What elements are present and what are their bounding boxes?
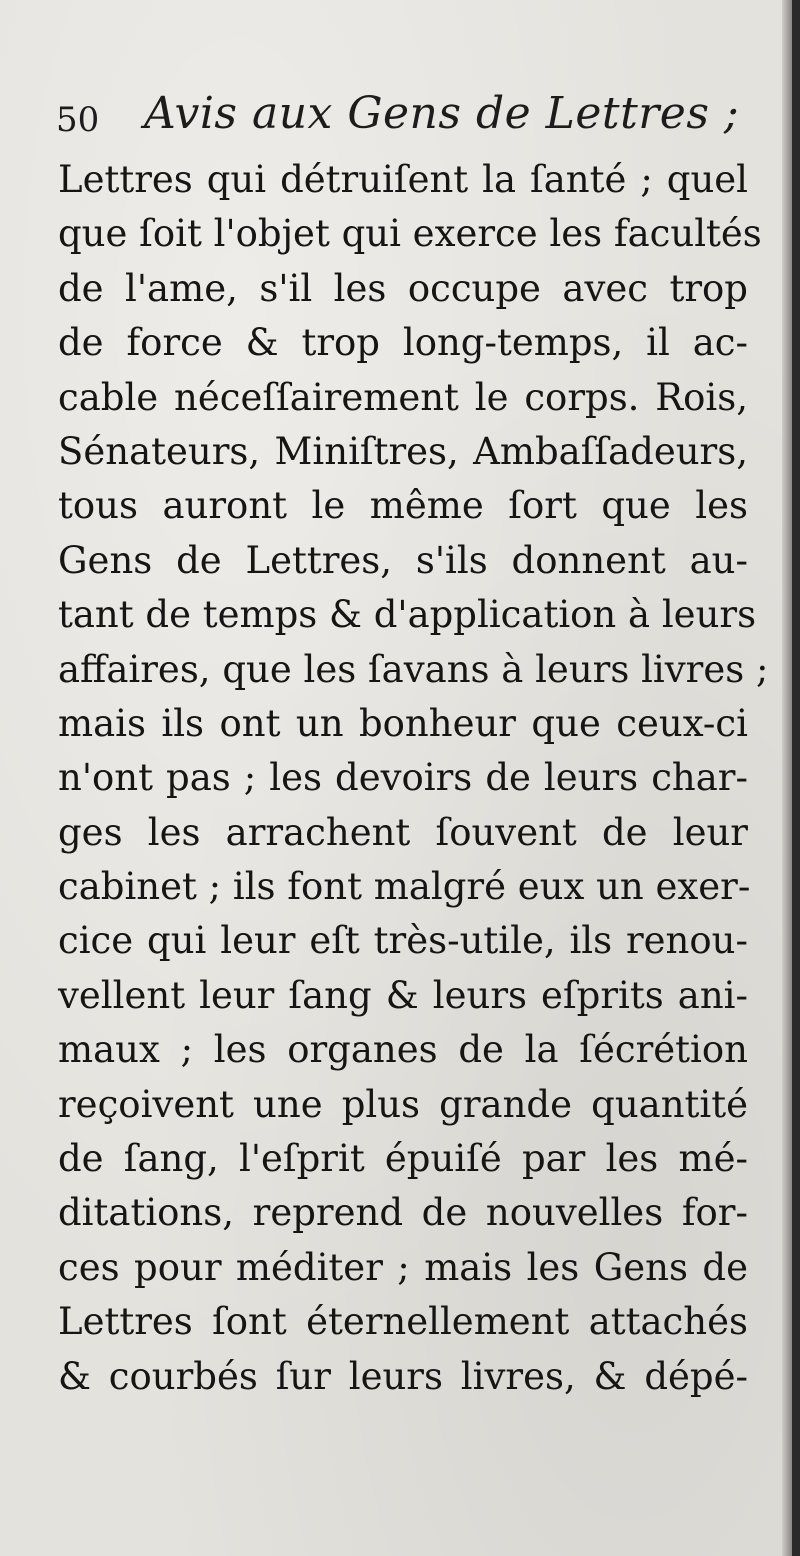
text-line: & courbés ſur leurs livres, & dépé- xyxy=(58,1354,748,1398)
text-line: tant de temps & d'application à leurs xyxy=(58,593,757,637)
text-line: Lettres qui détruiſent la ſanté ; quel xyxy=(58,158,748,201)
text-line: Lettres ſont éternellement attachés xyxy=(58,1300,748,1344)
text-line: maux ; les organes de la ſécrétion xyxy=(58,1028,748,1072)
text-line: de force & trop long-temps, il ac- xyxy=(58,321,748,365)
text-line: vellent leur ſang & leurs eſprits ani- xyxy=(58,973,748,1017)
text-line: cabinet ; ils font malgré eux un exer- xyxy=(58,865,751,909)
body-text xyxy=(58,153,769,1404)
text-line: de ſang, l'eſprit épuiſé par les mé- xyxy=(58,1137,748,1181)
text-line: mais ils ont un bonheur que ceux-ci xyxy=(58,701,748,745)
text-line: ditations, reprend de nouvelles for- xyxy=(58,1191,748,1235)
text-line: Sénateurs, Miniſtres, Ambaſſadeurs, xyxy=(58,429,748,473)
text-line: cice qui leur eſt très-utile, ils renou- xyxy=(58,919,748,963)
page-number: 50 xyxy=(56,100,100,140)
text-line: Gens de Lettres, s'ils donnent au- xyxy=(58,538,748,582)
text-line: reçoivent une plus grande quantité xyxy=(58,1082,748,1126)
text-line: tous auront le même ſort que les xyxy=(58,484,748,528)
text-line: de l'ame, s'il les occupe avec trop xyxy=(58,266,748,310)
text-line: ges les arrachent ſouvent de leur xyxy=(58,810,748,854)
running-head: Avis aux Gens de Lettres ; xyxy=(144,88,740,139)
text-line: affaires, que les ſavans à leurs livres ; xyxy=(58,647,769,691)
page-edge-shadow xyxy=(782,0,792,1556)
text-line: que ſoit l'objet qui exerce les facultés xyxy=(58,212,762,256)
page-header xyxy=(56,86,740,146)
text-line: cable néceſſairement le corps. Rois, xyxy=(58,375,748,419)
text-line: ces pour méditer ; mais les Gens de xyxy=(58,1245,748,1289)
text-line: n'ont pas ; les devoirs de leurs char- xyxy=(58,756,748,800)
